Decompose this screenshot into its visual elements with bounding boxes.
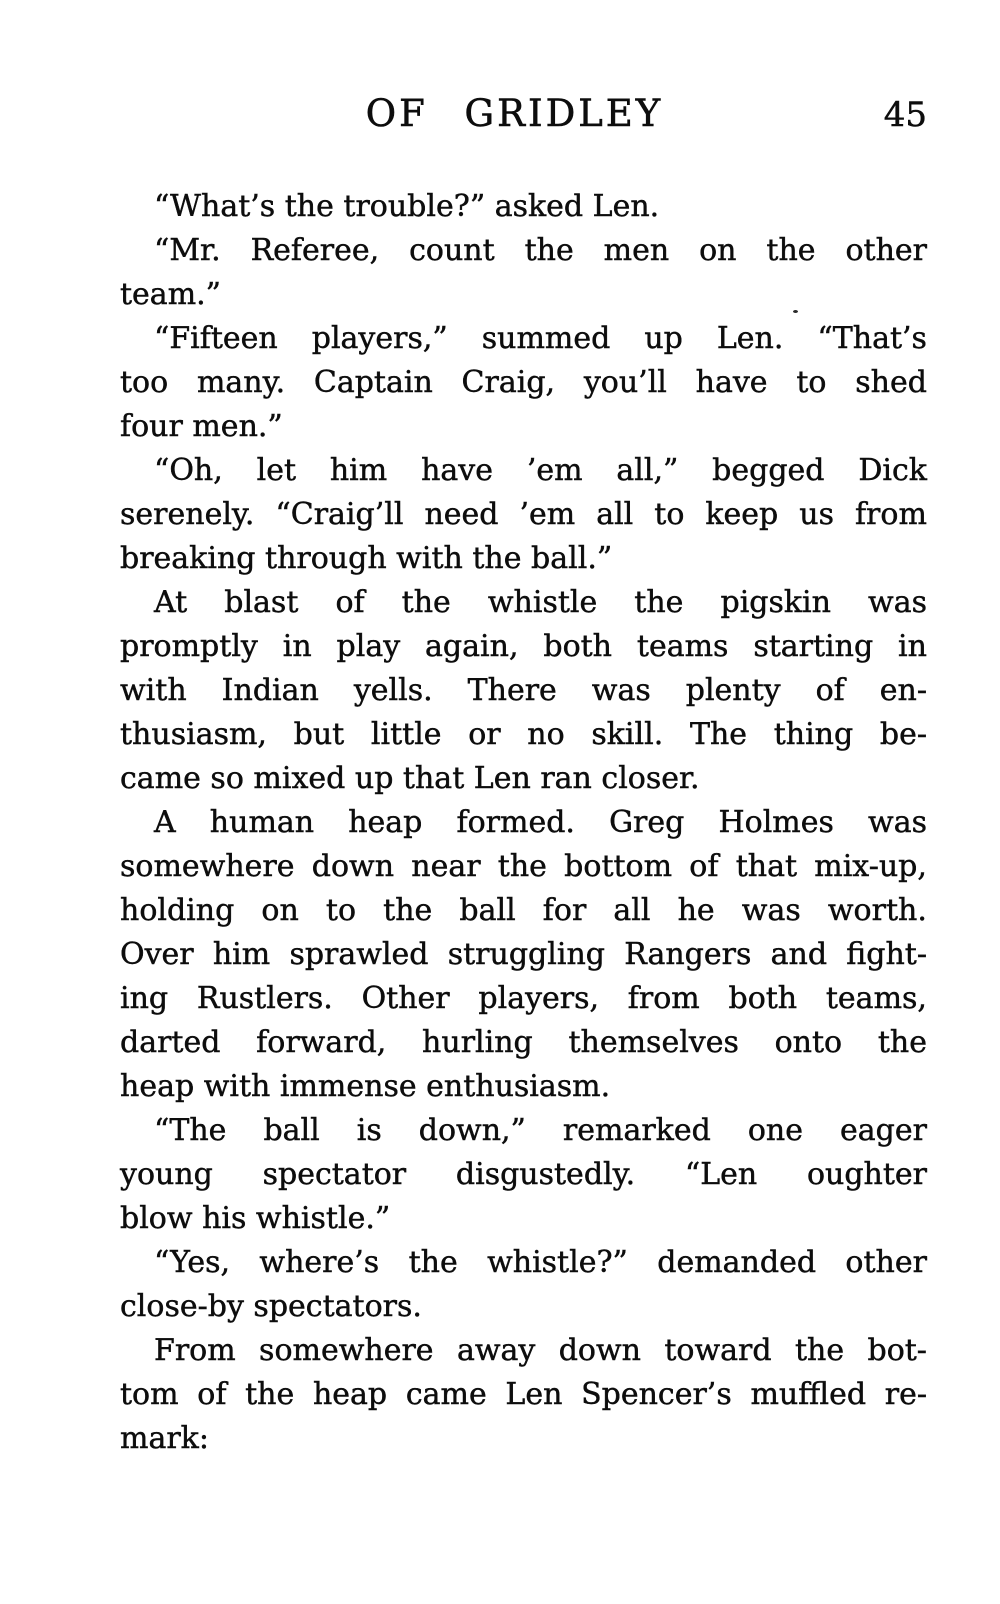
text-line: [120, 1241, 927, 1285]
word: of: [197, 1377, 227, 1412]
word: many.: [196, 365, 286, 400]
word: worth.: [827, 893, 927, 928]
word: the: [877, 1025, 927, 1060]
text-line: heap with immense enthusiasm.: [120, 1069, 611, 1104]
text-line: [120, 845, 927, 889]
word: him: [212, 937, 271, 972]
word: pigskin: [720, 585, 831, 620]
text-line: [120, 581, 927, 625]
paragraph: [120, 1241, 927, 1329]
word: teams: [636, 629, 729, 664]
word: sprawled: [289, 937, 429, 972]
word: is: [356, 1113, 382, 1148]
word: he: [677, 893, 715, 928]
word: but: [293, 717, 345, 752]
word: the: [383, 893, 433, 928]
word: the: [524, 233, 574, 268]
word: play: [336, 629, 401, 664]
word: starting: [753, 629, 874, 664]
word: “Craig’ll: [275, 497, 404, 532]
word: you’ll: [583, 365, 667, 400]
word: promptly: [120, 629, 258, 664]
word: heap: [312, 1377, 388, 1412]
word: in: [898, 629, 927, 664]
text-line: “What’s the trouble?” asked Len.: [154, 189, 660, 224]
word: A: [154, 805, 176, 840]
word: yells.: [353, 673, 433, 708]
word: “Yes,: [154, 1245, 231, 1280]
word: ball: [263, 1113, 320, 1148]
word: count: [409, 233, 495, 268]
word: teams,: [825, 981, 927, 1016]
word: struggling: [447, 937, 605, 972]
word: thing: [773, 717, 854, 752]
word: the: [794, 1333, 845, 1368]
word: little: [370, 717, 442, 752]
word: to: [325, 893, 357, 928]
word: “That’s: [817, 321, 927, 356]
paragraph: [120, 801, 927, 1109]
word: heap: [348, 805, 423, 840]
word: us: [799, 497, 834, 532]
word: “Oh,: [154, 453, 223, 488]
word: again,: [425, 629, 519, 664]
word: holding: [120, 893, 235, 928]
word: disgustedly.: [455, 1157, 636, 1192]
text-line: close-by spectators.: [120, 1289, 422, 1324]
word: for: [542, 893, 587, 928]
word: near: [411, 849, 481, 884]
word: spectator: [262, 1157, 407, 1192]
word: players,”: [311, 321, 448, 356]
running-header: [120, 92, 927, 136]
text-line: blow his whistle.”: [120, 1201, 391, 1236]
text-line: [120, 229, 927, 273]
word: The: [689, 717, 748, 752]
text-line: [120, 1373, 927, 1417]
word: human: [209, 805, 315, 840]
word: Holmes: [718, 805, 834, 840]
word: fight-: [846, 937, 927, 972]
word: no: [527, 717, 565, 752]
word: down: [311, 849, 395, 884]
text-line: [120, 1153, 927, 1197]
word: forward,: [256, 1025, 387, 1060]
word: all: [613, 893, 651, 928]
word: eager: [839, 1113, 927, 1148]
word: Len.: [716, 321, 784, 356]
word: Referee,: [250, 233, 380, 268]
text-line: four men.”: [120, 409, 283, 444]
word: themselves: [568, 1025, 739, 1060]
word: to: [654, 497, 685, 532]
word: Len: [505, 1377, 563, 1412]
word: players,: [478, 981, 600, 1016]
word: the: [634, 585, 684, 620]
word: toward: [664, 1333, 772, 1368]
paragraph: [120, 185, 927, 229]
text-line: [120, 669, 927, 713]
paragraph: [120, 317, 927, 449]
page-number: 45: [883, 95, 927, 135]
word: and: [770, 937, 828, 972]
word: of: [815, 673, 845, 708]
word: Rustlers.: [196, 981, 333, 1016]
word: muffled: [750, 1377, 867, 1412]
text-line: [120, 317, 927, 361]
word: There: [467, 673, 557, 708]
word: Over: [120, 937, 194, 972]
word: on: [699, 233, 737, 268]
word: bottom: [564, 849, 673, 884]
word: shed: [855, 365, 927, 400]
word: was: [741, 893, 801, 928]
word: the: [497, 849, 547, 884]
word: other: [845, 1245, 927, 1280]
word: have: [421, 453, 493, 488]
word: bot-: [867, 1333, 927, 1368]
word: Captain: [313, 365, 433, 400]
word: en-: [879, 673, 927, 708]
word: oughter: [806, 1157, 927, 1192]
word: up: [644, 321, 683, 356]
word: thusiasm,: [120, 717, 267, 752]
word: both: [728, 981, 798, 1016]
word: “Len: [684, 1157, 758, 1192]
word: formed.: [456, 805, 575, 840]
word: have: [695, 365, 768, 400]
word: begged: [712, 453, 825, 488]
word: of: [689, 849, 719, 884]
word: on: [261, 893, 299, 928]
word: with: [120, 673, 187, 708]
paragraph: [120, 1109, 927, 1241]
word: From: [154, 1333, 236, 1368]
word: came: [405, 1377, 487, 1412]
text-line: [120, 713, 927, 757]
word: ’em: [519, 497, 576, 532]
text-line: team.”: [120, 277, 222, 312]
text-line: [120, 449, 927, 493]
text-line: [120, 1021, 927, 1065]
word: “Mr.: [154, 233, 221, 268]
word: that: [735, 849, 798, 884]
word: the: [401, 585, 451, 620]
word: need: [424, 497, 499, 532]
word: him: [329, 453, 388, 488]
word: keep: [705, 497, 779, 532]
word: be-: [879, 717, 927, 752]
word: remarked: [562, 1113, 711, 1148]
word: in: [282, 629, 312, 664]
text-line: [120, 977, 927, 1021]
word: Dick: [858, 453, 927, 488]
word: too: [120, 365, 169, 400]
word: ing: [120, 981, 169, 1016]
word: both: [543, 629, 613, 664]
word: hurling: [422, 1025, 533, 1060]
word: ’em: [526, 453, 583, 488]
word: mix-up,: [814, 849, 927, 884]
paragraph: [120, 1329, 927, 1461]
paragraph: [120, 229, 927, 317]
word: ball: [459, 893, 516, 928]
word: tom: [120, 1377, 179, 1412]
word: was: [591, 673, 651, 708]
word: of: [335, 585, 365, 620]
word: or: [468, 717, 501, 752]
word: Indian: [221, 673, 319, 708]
text-line: [120, 493, 927, 537]
word: one: [747, 1113, 803, 1148]
word: the: [408, 1245, 458, 1280]
word: Craig,: [461, 365, 556, 400]
word: Rangers: [624, 937, 752, 972]
word: the: [245, 1377, 295, 1412]
paragraph: [120, 449, 927, 581]
word: was: [868, 805, 927, 840]
paragraph: [120, 581, 927, 801]
text-line: came so mixed up that Len ran closer.: [120, 761, 700, 796]
word: young: [120, 1157, 213, 1192]
word: plenty: [685, 673, 781, 708]
word: whistle?”: [487, 1245, 628, 1280]
word: all,”: [616, 453, 679, 488]
word: Greg: [609, 805, 685, 840]
word: At: [154, 585, 188, 620]
word: was: [868, 585, 927, 620]
word: demanded: [657, 1245, 817, 1280]
text-line: [120, 889, 927, 933]
word: men: [603, 233, 670, 268]
word: “Fifteen: [154, 321, 278, 356]
text-line: [120, 1109, 927, 1153]
word: from: [627, 981, 700, 1016]
header-title: OF GRIDLEY: [365, 92, 664, 135]
word: whistle: [487, 585, 598, 620]
text-line: [120, 933, 927, 977]
word: darted: [120, 1025, 221, 1060]
word: “The: [154, 1113, 227, 1148]
word: the: [766, 233, 816, 268]
text-line: [120, 361, 927, 405]
text-line: [120, 1329, 927, 1373]
word: re-: [884, 1377, 927, 1412]
word: onto: [774, 1025, 843, 1060]
word: Other: [361, 981, 450, 1016]
word: all: [596, 497, 634, 532]
word: somewhere: [259, 1333, 434, 1368]
word: down: [558, 1333, 641, 1368]
word: where’s: [259, 1245, 380, 1280]
page-body: [120, 185, 927, 1461]
word: other: [845, 233, 927, 268]
word: down,”: [418, 1113, 526, 1148]
word: away: [456, 1333, 536, 1368]
word: from: [854, 497, 927, 532]
word: blast: [224, 585, 299, 620]
word: let: [256, 453, 297, 488]
text-line: [120, 801, 927, 845]
word: to: [796, 365, 827, 400]
word: somewhere: [120, 849, 295, 884]
text-line: [120, 625, 927, 669]
word: serenely.: [120, 497, 255, 532]
word: summed: [481, 321, 611, 356]
word: skill.: [591, 717, 664, 752]
text-line: mark:: [120, 1421, 209, 1456]
word: Spencer’s: [581, 1377, 732, 1412]
text-line: breaking through with the ball.”: [120, 541, 613, 576]
